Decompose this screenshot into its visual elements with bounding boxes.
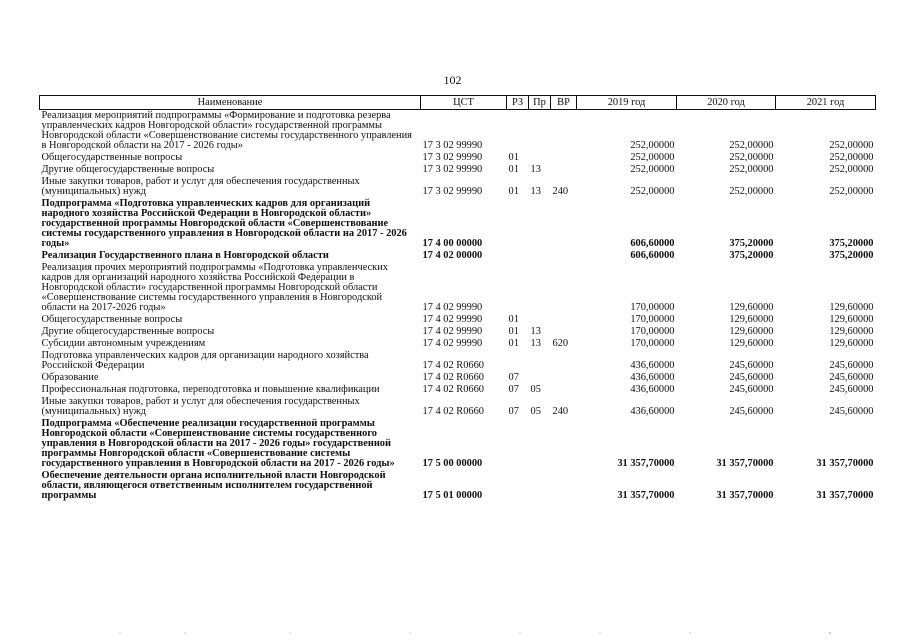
row-code: 17 4 02 R0660 bbox=[422, 406, 484, 417]
row-2019: 170,00000 bbox=[630, 326, 675, 337]
table-row bbox=[40, 418, 876, 470]
header-pr: Пр bbox=[529, 96, 551, 110]
row-2021: 252,00000 bbox=[829, 152, 874, 163]
row-2019: 436,60000 bbox=[630, 360, 675, 371]
row-2019: 170,00000 bbox=[630, 314, 675, 325]
header-name: Наименование bbox=[40, 96, 421, 110]
budget-table bbox=[39, 95, 876, 502]
row-code: 17 4 02 R0660 bbox=[422, 360, 484, 371]
row-pr bbox=[529, 314, 551, 326]
row-2020: 375,20000 bbox=[729, 250, 774, 261]
table-header-row bbox=[40, 96, 876, 110]
row-2021: 31 357,70000 bbox=[816, 458, 874, 469]
row-rz: 07 bbox=[508, 406, 519, 417]
header-2019: 2019 год bbox=[577, 96, 677, 110]
row-vr: 620 bbox=[552, 338, 569, 349]
row-2021: 252,00000 bbox=[829, 140, 874, 151]
row-vr bbox=[551, 350, 577, 372]
row-pr bbox=[529, 418, 551, 470]
table-row bbox=[40, 384, 876, 396]
row-name: Иные закупки товаров, работ и услуг для обеспечения государственных (муниципальных) нужд bbox=[41, 176, 360, 197]
row-pr bbox=[529, 372, 551, 384]
row-name: Общегосударственные вопросы bbox=[41, 152, 183, 163]
table-row bbox=[40, 372, 876, 384]
row-2021: 129,60000 bbox=[829, 302, 874, 313]
row-2021: 375,20000 bbox=[829, 250, 874, 261]
row-vr bbox=[551, 250, 577, 262]
row-rz: 01 bbox=[508, 338, 519, 349]
table-row bbox=[40, 164, 876, 176]
row-rz: 07 bbox=[508, 384, 519, 395]
row-rz bbox=[507, 350, 529, 372]
row-code: 17 4 02 99990 bbox=[422, 314, 483, 325]
table-row bbox=[40, 176, 876, 198]
row-code: 17 4 02 99990 bbox=[422, 326, 483, 337]
row-2021: 129,60000 bbox=[829, 338, 874, 349]
row-name: Общегосударственные вопросы bbox=[41, 314, 183, 325]
row-rz: 01 bbox=[508, 152, 519, 163]
row-2019: 170,00000 bbox=[630, 338, 675, 349]
row-pr: 13 bbox=[530, 338, 541, 349]
row-vr bbox=[551, 262, 577, 314]
row-rz bbox=[507, 470, 529, 502]
row-pr bbox=[529, 110, 551, 153]
row-code: 17 4 00 00000 bbox=[422, 238, 483, 249]
row-2021: 245,60000 bbox=[829, 372, 874, 383]
row-rz: 07 bbox=[508, 372, 519, 383]
row-rz bbox=[507, 418, 529, 470]
table-row bbox=[40, 152, 876, 164]
row-name: Подготовка управленческих кадров для организации народного хозяйства Российской Федерации bbox=[41, 350, 369, 371]
table-row bbox=[40, 198, 876, 250]
row-code: 17 3 02 99990 bbox=[422, 186, 483, 197]
row-2020: 252,00000 bbox=[729, 152, 774, 163]
row-2021: 245,60000 bbox=[829, 384, 874, 395]
row-2021: 129,60000 bbox=[829, 326, 874, 337]
row-2020: 252,00000 bbox=[729, 140, 774, 151]
row-2019: 606,60000 bbox=[630, 250, 675, 261]
row-2020: 129,60000 bbox=[729, 314, 774, 325]
row-vr bbox=[551, 326, 577, 338]
row-2021: 245,60000 bbox=[829, 360, 874, 371]
row-name: Подпрограмма «Обеспечение реализации государственной программы Новгородской области «Совершенствование системы государственного управления в Новгородской области на 2017 - 2026 годы» государственной программы Новгородской области «Совершенствование системы государственного управления в Новгородской области на 2017 - 2026 годы» bbox=[41, 418, 395, 469]
row-name: Другие общегосударственные вопросы bbox=[41, 326, 215, 337]
row-vr bbox=[551, 198, 577, 250]
row-2020: 252,00000 bbox=[729, 164, 774, 175]
row-2019: 436,60000 bbox=[630, 384, 675, 395]
row-rz bbox=[507, 250, 529, 262]
header-2021: 2021 год bbox=[776, 96, 876, 110]
row-name: Реализация мероприятий подпрограммы «Формирование и подготовка резерва управленческих кадров Новгородской области» государственной программы Новгородской области «Совершенствование системы государственного управления в Новгородской области на 2017 - 2026 годы» bbox=[41, 110, 412, 151]
row-code: 17 5 00 00000 bbox=[422, 458, 483, 469]
row-rz bbox=[507, 198, 529, 250]
row-pr: 05 bbox=[530, 384, 541, 395]
table-body bbox=[40, 110, 876, 503]
row-rz bbox=[507, 262, 529, 314]
table-row bbox=[40, 250, 876, 262]
row-code: 17 3 02 99990 bbox=[422, 140, 483, 151]
row-vr bbox=[551, 470, 577, 502]
row-code: 17 4 02 99990 bbox=[422, 338, 483, 349]
row-2021: 129,60000 bbox=[829, 314, 874, 325]
row-2020: 375,20000 bbox=[729, 238, 774, 249]
table-row bbox=[40, 314, 876, 326]
page-number: 102 bbox=[443, 73, 462, 87]
row-pr bbox=[529, 470, 551, 502]
row-vr bbox=[551, 152, 577, 164]
row-pr: 13 bbox=[530, 164, 541, 175]
row-2020: 252,00000 bbox=[729, 186, 774, 197]
row-code: 17 3 02 99990 bbox=[422, 164, 483, 175]
row-pr bbox=[529, 262, 551, 314]
row-name: Иные закупки товаров, работ и услуг для обеспечения государственных (муниципальных) нужд bbox=[41, 396, 360, 417]
row-pr bbox=[529, 250, 551, 262]
row-name: Профессиональная подготовка, переподготовка и повышение квалификации bbox=[41, 384, 380, 395]
row-vr: 240 bbox=[552, 186, 569, 197]
row-name: Другие общегосударственные вопросы bbox=[41, 164, 215, 175]
row-2019: 436,60000 bbox=[630, 372, 675, 383]
row-2020: 245,60000 bbox=[729, 406, 774, 417]
row-2020: 129,60000 bbox=[729, 326, 774, 337]
row-name: Обеспечение деятельности органа исполнительной власти Новгородской области, являющегося ответственным исполнителем государственной программы bbox=[41, 470, 386, 501]
row-vr bbox=[551, 384, 577, 396]
table-row bbox=[40, 350, 876, 372]
row-2019: 252,00000 bbox=[630, 152, 675, 163]
row-vr bbox=[551, 110, 577, 153]
row-rz bbox=[507, 110, 529, 153]
row-2020: 129,60000 bbox=[729, 338, 774, 349]
row-code: 17 4 02 R0660 bbox=[422, 372, 484, 383]
row-name: Субсидии автономным учреждениям bbox=[41, 338, 206, 349]
row-rz: 01 bbox=[508, 164, 519, 175]
row-2020: 245,60000 bbox=[729, 372, 774, 383]
row-pr: 05 bbox=[530, 406, 541, 417]
row-name: Реализация прочих мероприятий подпрограммы «Подготовка управленческих кадров для организаций народного хозяйства Российской Федерации в Новгородской области» государственной программы Новгородской области «Совершенствование системы государственного управления в Новгородской области на 2017-2026 годы» bbox=[41, 262, 388, 313]
row-pr bbox=[529, 350, 551, 372]
row-pr bbox=[529, 198, 551, 250]
table-row bbox=[40, 110, 876, 153]
header-2020: 2020 год bbox=[677, 96, 776, 110]
header-code: ЦСТ bbox=[421, 96, 507, 110]
row-name: Образование bbox=[41, 372, 99, 383]
row-2019: 252,00000 bbox=[630, 140, 675, 151]
row-2020: 31 357,70000 bbox=[716, 458, 774, 469]
row-vr bbox=[551, 314, 577, 326]
row-vr bbox=[551, 372, 577, 384]
row-2021: 245,60000 bbox=[829, 406, 874, 417]
row-rz: 01 bbox=[508, 326, 519, 337]
table-row bbox=[40, 396, 876, 418]
row-2021: 252,00000 bbox=[829, 164, 874, 175]
row-2021: 31 357,70000 bbox=[816, 490, 874, 501]
row-code: 17 3 02 99990 bbox=[422, 152, 483, 163]
row-name: Реализация Государственного плана в Новгородской области bbox=[41, 250, 329, 261]
table-row bbox=[40, 338, 876, 350]
row-2019: 31 357,70000 bbox=[617, 490, 675, 501]
row-2019: 31 357,70000 bbox=[617, 458, 675, 469]
header-vr: ВР bbox=[551, 96, 577, 110]
row-2020: 31 357,70000 bbox=[716, 490, 774, 501]
row-name: Подпрограмма «Подготовка управленческих кадров для организаций народного хозяйства Российской Федерации в Новгородской области» государственной программы Новгородской области «Совершенствование системы государственного управления в Новгородской области на 2017 - 2026 годы» bbox=[41, 198, 407, 249]
row-vr bbox=[551, 164, 577, 176]
row-rz: 01 bbox=[508, 314, 519, 325]
row-code: 17 4 02 00000 bbox=[422, 250, 483, 261]
row-code: 17 4 02 R0660 bbox=[422, 384, 484, 395]
row-rz: 01 bbox=[508, 186, 519, 197]
row-2021: 252,00000 bbox=[829, 186, 874, 197]
row-vr bbox=[551, 418, 577, 470]
table-row bbox=[40, 326, 876, 338]
row-code: 17 5 01 00000 bbox=[422, 490, 483, 501]
row-2019: 170,00000 bbox=[630, 302, 675, 313]
scan-specks bbox=[0, 630, 905, 636]
row-2020: 245,60000 bbox=[729, 384, 774, 395]
row-2019: 436,60000 bbox=[630, 406, 675, 417]
row-code: 17 4 02 99990 bbox=[422, 302, 483, 313]
row-pr bbox=[529, 152, 551, 164]
row-2020: 245,60000 bbox=[729, 360, 774, 371]
table-row bbox=[40, 470, 876, 502]
row-pr: 13 bbox=[530, 326, 541, 337]
row-2019: 252,00000 bbox=[630, 164, 675, 175]
row-pr: 13 bbox=[530, 186, 541, 197]
row-2020: 129,60000 bbox=[729, 302, 774, 313]
table-row bbox=[40, 262, 876, 314]
row-vr: 240 bbox=[552, 406, 569, 417]
row-2019: 252,00000 bbox=[630, 186, 675, 197]
row-2019: 606,60000 bbox=[630, 238, 675, 249]
row-2021: 375,20000 bbox=[829, 238, 874, 249]
header-rz: РЗ bbox=[507, 96, 529, 110]
